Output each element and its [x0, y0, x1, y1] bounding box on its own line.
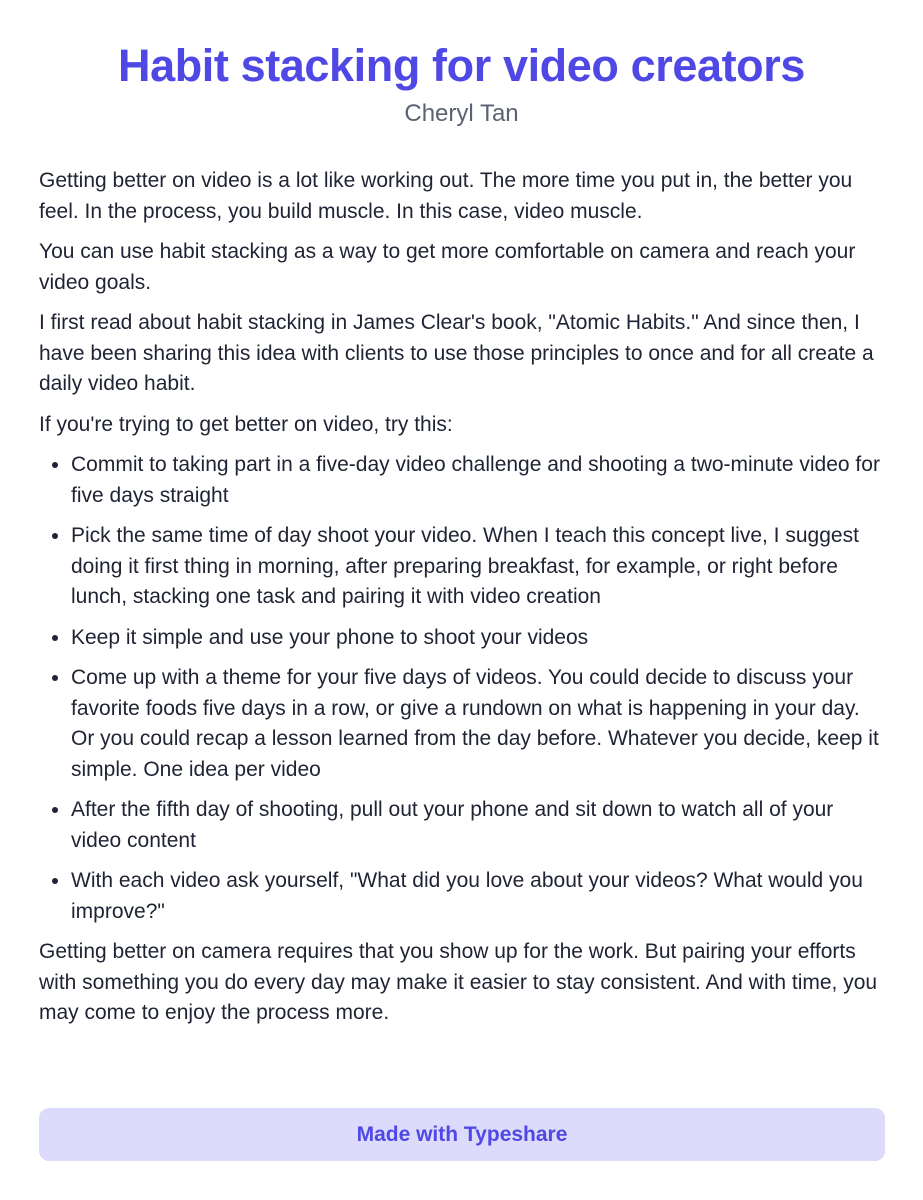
- tips-list: [39, 450, 887, 927]
- list-item: • Come up with a theme for your five days of videos. You could decide to discuss your favorite foods five days in a row, or give a rundown on what is happening in your day. Or you could recap a lesson learned from the day before. Whatever you decide, keep it simple. One idea per video: [71, 663, 887, 785]
- article-body: [39, 166, 887, 1039]
- author-name: Cheryl Tan: [404, 100, 519, 127]
- paragraph: Getting better on camera requires that you show up for the work. But pairing your efforts with something you do every day may make it easier to stay consistent. And with time, you may come to enjoy the process more.: [39, 940, 878, 1024]
- list-item: • Pick the same time of day shoot your video. When I teach this concept live, I suggest doing it first thing in morning, after preparing breakfast, for example, or right before lunch, stacking one task and pairing it with video creation: [71, 521, 887, 613]
- list-item: • Commit to taking part in a five-day video challenge and shooting a two-minute video for five days straight: [71, 450, 887, 511]
- paragraph: If you're trying to get better on video, try this:: [39, 412, 453, 436]
- made-with-typeshare-banner[interactable]: [39, 1108, 885, 1161]
- list-item: • With each video ask yourself, "What did you love about your videos? What would you improve?": [71, 866, 887, 927]
- list-item: • Keep it simple and use your phone to shoot your videos: [71, 623, 887, 654]
- list-item: • After the fifth day of shooting, pull out your phone and sit down to watch all of your video content: [71, 795, 887, 856]
- paragraph: Getting better on video is a lot like working out. The more time you put in, the better you feel. In the process, you build muscle. In this case, video muscle.: [39, 169, 853, 223]
- paragraph: I first read about habit stacking in James Clear's book, "Atomic Habits." And since then, I have been sharing this idea with clients to use those principles to once and for all create a daily video habit.: [39, 311, 874, 395]
- page-title: Habit stacking for video creators: [117, 40, 805, 91]
- paragraph: You can use habit stacking as a way to get more comfortable on camera and reach your video goals.: [39, 240, 856, 294]
- footer-label: Made with Typeshare: [356, 1122, 568, 1146]
- header: [0, 0, 923, 130]
